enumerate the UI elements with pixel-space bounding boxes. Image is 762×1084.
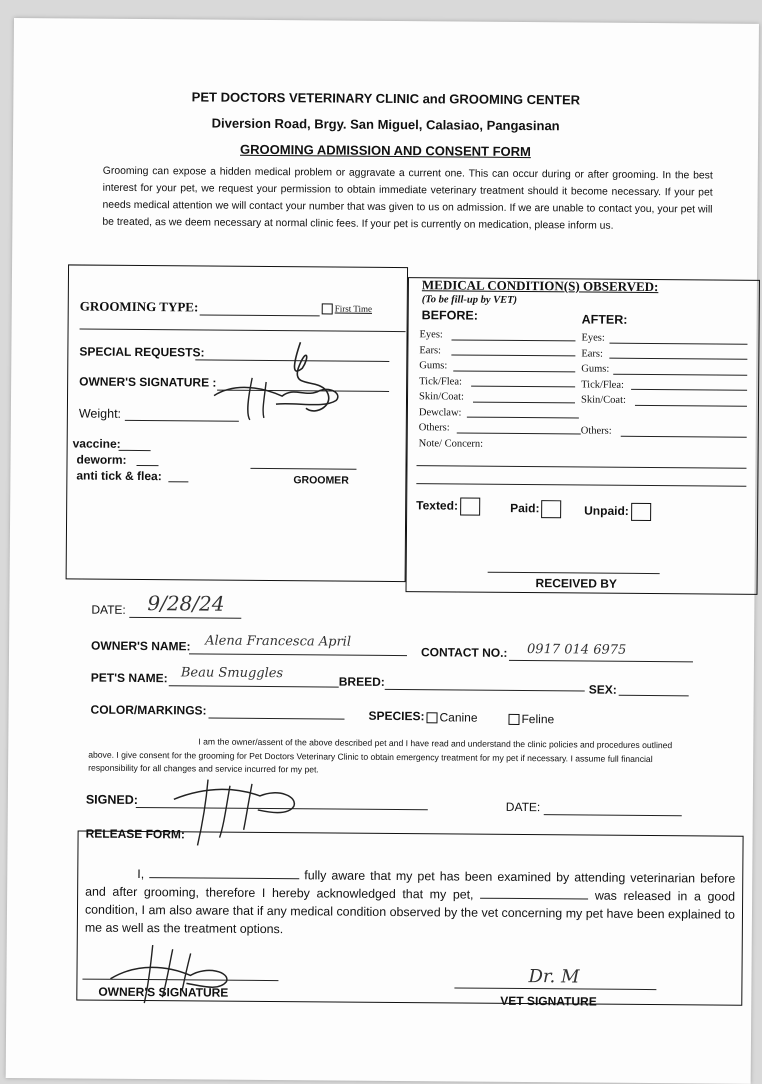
texted-checkbox[interactable] bbox=[416, 497, 480, 516]
consent-text: I am the owner/assent of the above described pet and I have read and understand the clinic policies and procedures outlined above. I give consent for the grooming for Pet Doctors Veterinary Clinic to obtain emergency treatment for my pet if necessary. I assume full financial responsibility for all changes and service incurred for my pet. bbox=[88, 736, 673, 775]
sex-label: SEX: bbox=[588, 682, 617, 697]
anti-tick-field[interactable] bbox=[168, 481, 188, 482]
after-item-others: Others: bbox=[580, 424, 612, 437]
before-item-others: Others: bbox=[418, 422, 450, 434]
owner-name-label: OWNER'S NAME: bbox=[91, 638, 191, 654]
after-label: AFTER: bbox=[581, 312, 628, 327]
feline-option[interactable] bbox=[508, 712, 554, 726]
owner-signature-mark-top bbox=[206, 338, 357, 429]
deworm-label: deworm: bbox=[76, 452, 127, 467]
first-time-box[interactable] bbox=[322, 304, 333, 315]
pet-name-value: Beau Smuggles bbox=[180, 665, 284, 682]
first-time-label: First Time bbox=[334, 303, 373, 314]
form-paper bbox=[6, 18, 759, 1084]
owner-name-value: Alena Francesca April bbox=[205, 633, 352, 650]
owner-signature-label: OWNER'S SIGNATURE : bbox=[79, 374, 217, 390]
unpaid-box[interactable] bbox=[631, 503, 651, 521]
unpaid-checkbox[interactable] bbox=[584, 502, 651, 521]
date-field[interactable] bbox=[129, 617, 241, 619]
canine-option[interactable] bbox=[426, 710, 477, 724]
medical-title: MEDICAL CONDITION(S) OBSERVED: bbox=[421, 277, 659, 295]
form-title: GROOMING ADMISSION AND CONSENT FORM bbox=[240, 141, 531, 160]
deworm-field[interactable] bbox=[136, 465, 158, 466]
texted-label: Texted: bbox=[416, 498, 459, 513]
owner-signature-mark-release bbox=[106, 939, 247, 1010]
release-owner-field[interactable] bbox=[149, 867, 299, 879]
medical-subtitle: (To be fill-up by VET) bbox=[421, 294, 518, 306]
release-title: RELEASE FORM: bbox=[85, 826, 185, 842]
before-item-tick: Tick/Flea: bbox=[419, 375, 462, 388]
intro-paragraph: Grooming can expose a hidden medical problem or aggravate a current one. This can occur during or after grooming. In the best interest for your pet, we request your permission to obtain immediate veterinary treatment should it become necessary. If your pet needs medical attention we will contact your number that was given to us on admission. If we are unable to contact you, your pet will be treated, as we deem necessary at normal clinic fees. If your pet is currently on medication, please inform us. bbox=[102, 165, 713, 232]
contact-field[interactable] bbox=[509, 660, 693, 662]
first-time-checkbox[interactable] bbox=[322, 303, 372, 315]
pet-name-field[interactable] bbox=[169, 685, 339, 687]
release-pet-field[interactable] bbox=[480, 888, 588, 900]
date-label: DATE: bbox=[91, 602, 126, 617]
before-item-eyes: Eyes: bbox=[419, 329, 443, 341]
groomer-label: GROOMER bbox=[293, 474, 349, 487]
before-item-skin: Skin/Coat: bbox=[418, 391, 465, 403]
special-requests-label: SPECIAL REQUESTS: bbox=[79, 344, 205, 360]
feline-label: Feline bbox=[521, 712, 555, 727]
consent-date-label: DATE: bbox=[505, 799, 541, 815]
consent-date-field[interactable] bbox=[544, 814, 682, 816]
vet-signature-label: VET SIGNATURE bbox=[500, 993, 597, 1009]
feline-box[interactable] bbox=[508, 714, 519, 725]
after-item-eyes: Eyes: bbox=[581, 332, 605, 344]
vaccine-label: vaccine: bbox=[72, 436, 121, 451]
date-value: 9/28/24 bbox=[147, 591, 225, 616]
after-list bbox=[581, 330, 627, 438]
release-text bbox=[85, 865, 736, 942]
after-item-skin: Skin/Coat: bbox=[580, 394, 626, 406]
after-item-tick: Tick/Flea: bbox=[581, 378, 624, 391]
paid-box[interactable] bbox=[541, 500, 561, 518]
paid-checkbox[interactable] bbox=[510, 500, 561, 518]
color-markings-field[interactable] bbox=[209, 718, 345, 720]
release-text-2: fully aware that my pet has been examined by attending veterinarian before and after grooming, therefore I hereby acknowledged that my pet, bbox=[85, 868, 736, 902]
before-item-gums: Gums: bbox=[419, 360, 448, 372]
before-label: BEFORE: bbox=[421, 308, 478, 323]
received-by-label: RECEIVED BY bbox=[535, 576, 617, 591]
texted-box[interactable] bbox=[460, 498, 480, 516]
sex-field[interactable] bbox=[619, 695, 689, 697]
contact-label: CONTACT NO.: bbox=[420, 645, 508, 660]
grooming-type-label: GROOMING TYPE: bbox=[79, 298, 199, 315]
clinic-address: Diversion Road, Brgy. San Miguel, Calasiao, Pangasinan bbox=[211, 115, 560, 134]
weight-label: Weight: bbox=[78, 406, 122, 421]
canine-label: Canine bbox=[439, 710, 478, 725]
pet-name-label: PET'S NAME: bbox=[90, 670, 168, 686]
contact-value: 0917 014 6975 bbox=[526, 642, 627, 658]
breed-label: BREED: bbox=[338, 674, 385, 689]
before-item-note: Note/ Concern: bbox=[418, 437, 484, 450]
signed-label: SIGNED: bbox=[85, 792, 139, 807]
after-item-ears: Ears: bbox=[581, 347, 604, 360]
after-item-gums: Gums: bbox=[581, 363, 610, 375]
unpaid-label: Unpaid: bbox=[584, 503, 629, 519]
release-text-3: was released in a good condition, I am also aware that if any medical condition observed by the vet concerning my pet have been explained to me as well as the treatment options. bbox=[84, 888, 736, 937]
before-item-dewclaw: Dewclaw: bbox=[418, 406, 462, 419]
canine-box[interactable] bbox=[426, 713, 437, 724]
color-markings-label: COLOR/MARKINGS: bbox=[90, 702, 207, 718]
release-owner-signature-label: OWNER'S SIGNATURE bbox=[98, 984, 229, 1000]
anti-tick-label: anti tick & flea: bbox=[76, 468, 162, 484]
vet-signature-value: Dr. M bbox=[528, 966, 580, 988]
owner-name-field[interactable] bbox=[189, 653, 407, 656]
paid-label: Paid: bbox=[510, 501, 540, 516]
species-label: SPECIES: bbox=[368, 708, 425, 724]
release-text-1: I, bbox=[137, 866, 145, 882]
breed-field[interactable] bbox=[385, 689, 585, 692]
before-item-ears: Ears: bbox=[419, 344, 442, 356]
clinic-name: PET DOCTORS VETERINARY CLINIC and GROOMING CENTER bbox=[191, 89, 581, 108]
